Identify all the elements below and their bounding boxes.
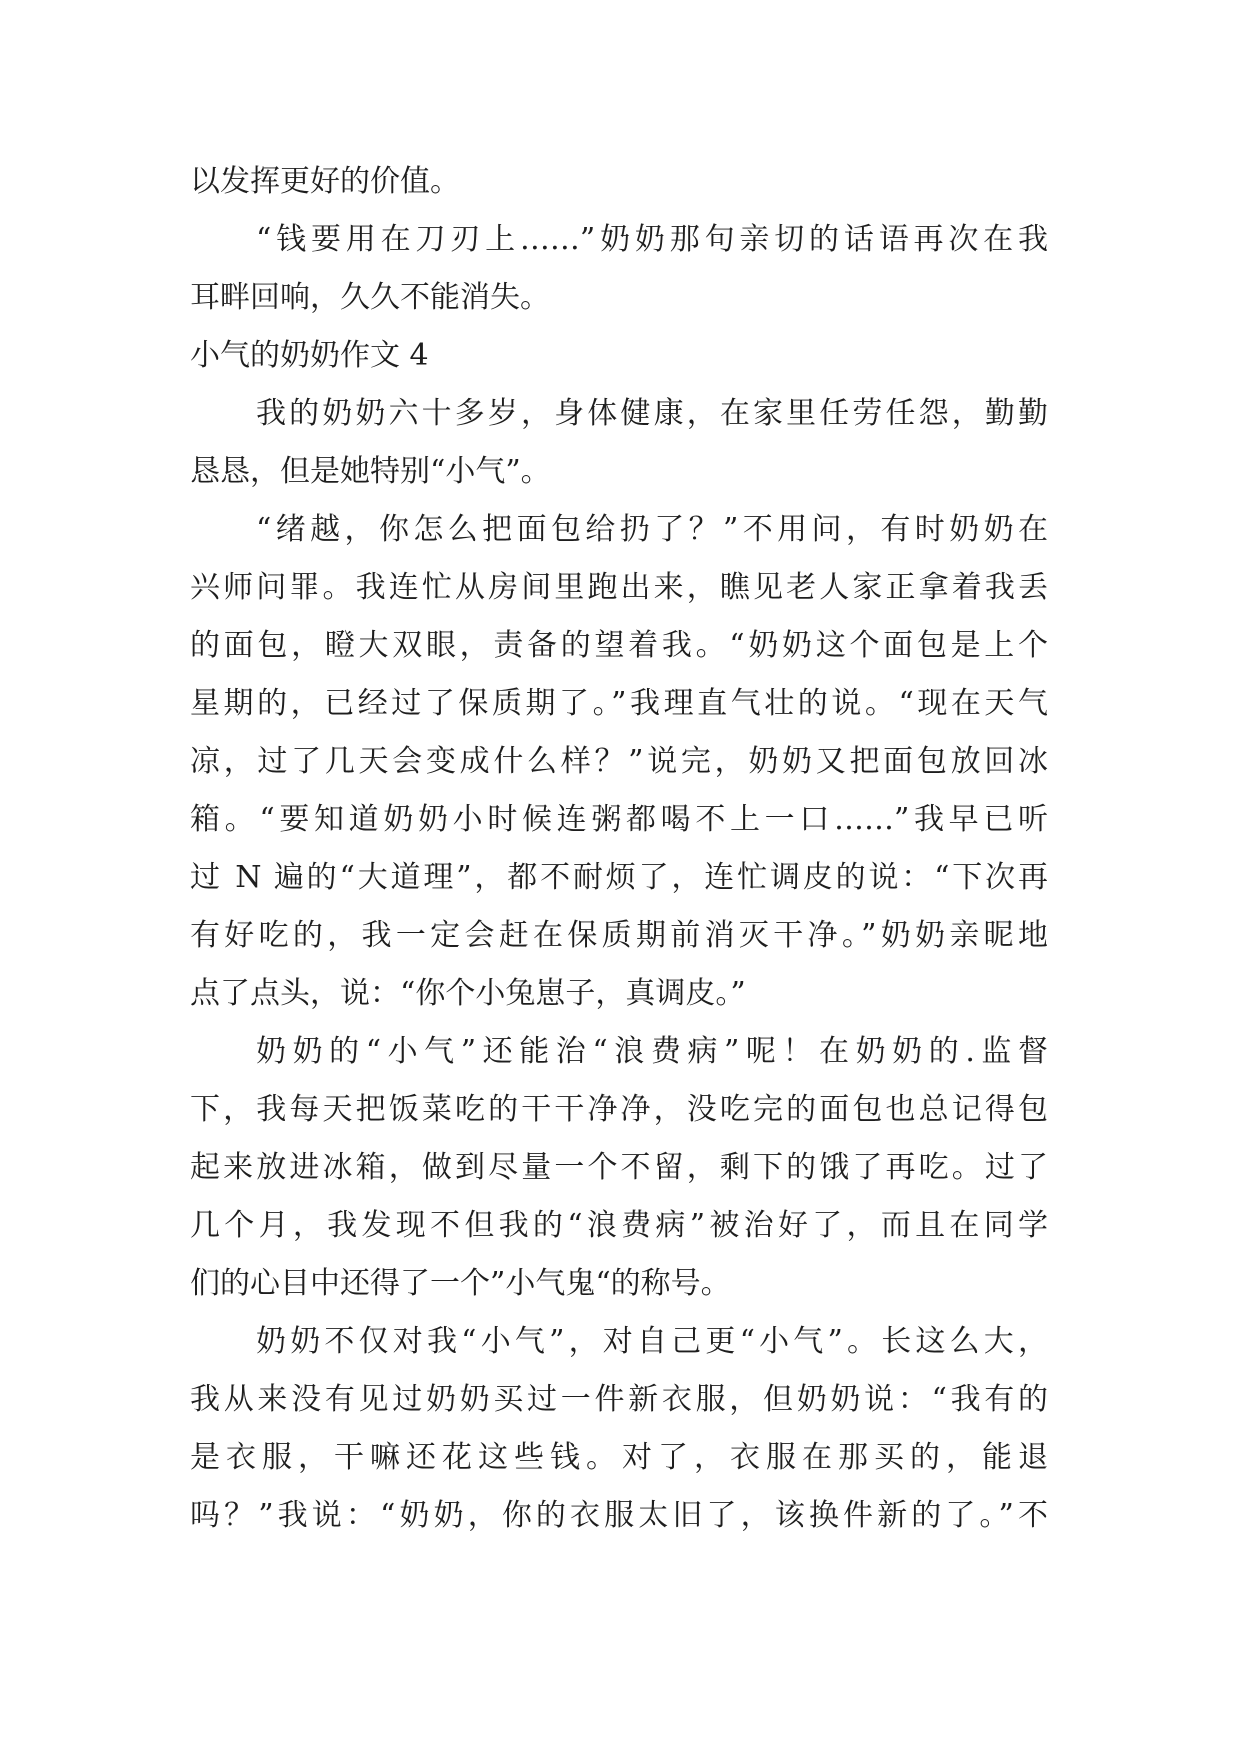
- text-line: 是衣服，干嘛还花这些钱。对了，衣服在那买的，能退: [190, 1440, 1048, 1475]
- paragraph: [190, 211, 1048, 327]
- text-line: 们的心目中还得了一个”小气鬼“的称号。: [190, 1266, 731, 1301]
- paragraph: [190, 153, 1048, 211]
- text-line: 过 N 遍的“大道理”，都不耐烦了，连忙调皮的说：“下次再: [190, 860, 1048, 895]
- text-line: 箱。“要知道奶奶小时候连粥都喝不上一口……”我早已听: [190, 802, 1048, 837]
- paragraph: [190, 385, 1048, 501]
- text-line: 凉，过了几天会变成什么样？”说完，奶奶又把面包放回冰: [190, 744, 1048, 779]
- text-line: “钱要用在刀刃上……”奶奶那句亲切的话语再次在我: [256, 222, 1048, 257]
- text-line: 有好吃的，我一定会赶在保质期前消灭干净。”奶奶亲昵地: [190, 918, 1048, 953]
- text-line: 下，我每天把饭菜吃的干干净净，没吃完的面包也总记得包: [190, 1092, 1048, 1127]
- text-line: 的面包，瞪大双眼，责备的望着我。“奶奶这个面包是上个: [190, 628, 1048, 663]
- text-line: 恳恳，但是她特别“小气”。: [190, 454, 551, 489]
- text-line: “绪越，你怎么把面包给扔了？”不用问，有时奶奶在: [256, 512, 1048, 547]
- text-line: 以发挥更好的价值。: [190, 164, 460, 199]
- section-heading: 小气的奶奶作文 4: [190, 338, 429, 373]
- text-line: 我的奶奶六十多岁，身体健康，在家里任劳任怨，勤勤: [256, 396, 1048, 431]
- document-body: [190, 153, 1048, 1545]
- text-line: 几个月，我发现不但我的“浪费病”被治好了，而且在同学: [190, 1208, 1048, 1243]
- paragraph: [190, 1023, 1048, 1313]
- text-line: 吗？”我说：“奶奶，你的衣服太旧了，该换件新的了。”不: [190, 1498, 1048, 1533]
- text-line: 耳畔回响，久久不能消失。: [190, 280, 550, 315]
- text-line: 我从来没有见过奶奶买过一件新衣服，但奶奶说：“我有的: [190, 1382, 1048, 1417]
- text-line: 星期的，已经过了保质期了。”我理直气壮的说。“现在天气: [190, 686, 1048, 721]
- section-heading-block: [190, 327, 1048, 385]
- text-line: 兴师问罪。我连忙从房间里跑出来，瞧见老人家正拿着我丢: [190, 570, 1048, 605]
- paragraph: [190, 1313, 1048, 1545]
- text-line: 起来放进冰箱，做到尽量一个不留，剩下的饿了再吃。过了: [190, 1150, 1048, 1185]
- text-line: 奶奶不仅对我“小气”，对自己更“小气”。长这么大，: [256, 1324, 1048, 1359]
- paragraph: [190, 501, 1048, 1023]
- text-line: 奶奶的“小气”还能治“浪费病”呢！在奶奶的.监督: [256, 1034, 1048, 1069]
- text-line: 点了点头，说：“你个小兔崽子，真调皮。”: [190, 976, 746, 1011]
